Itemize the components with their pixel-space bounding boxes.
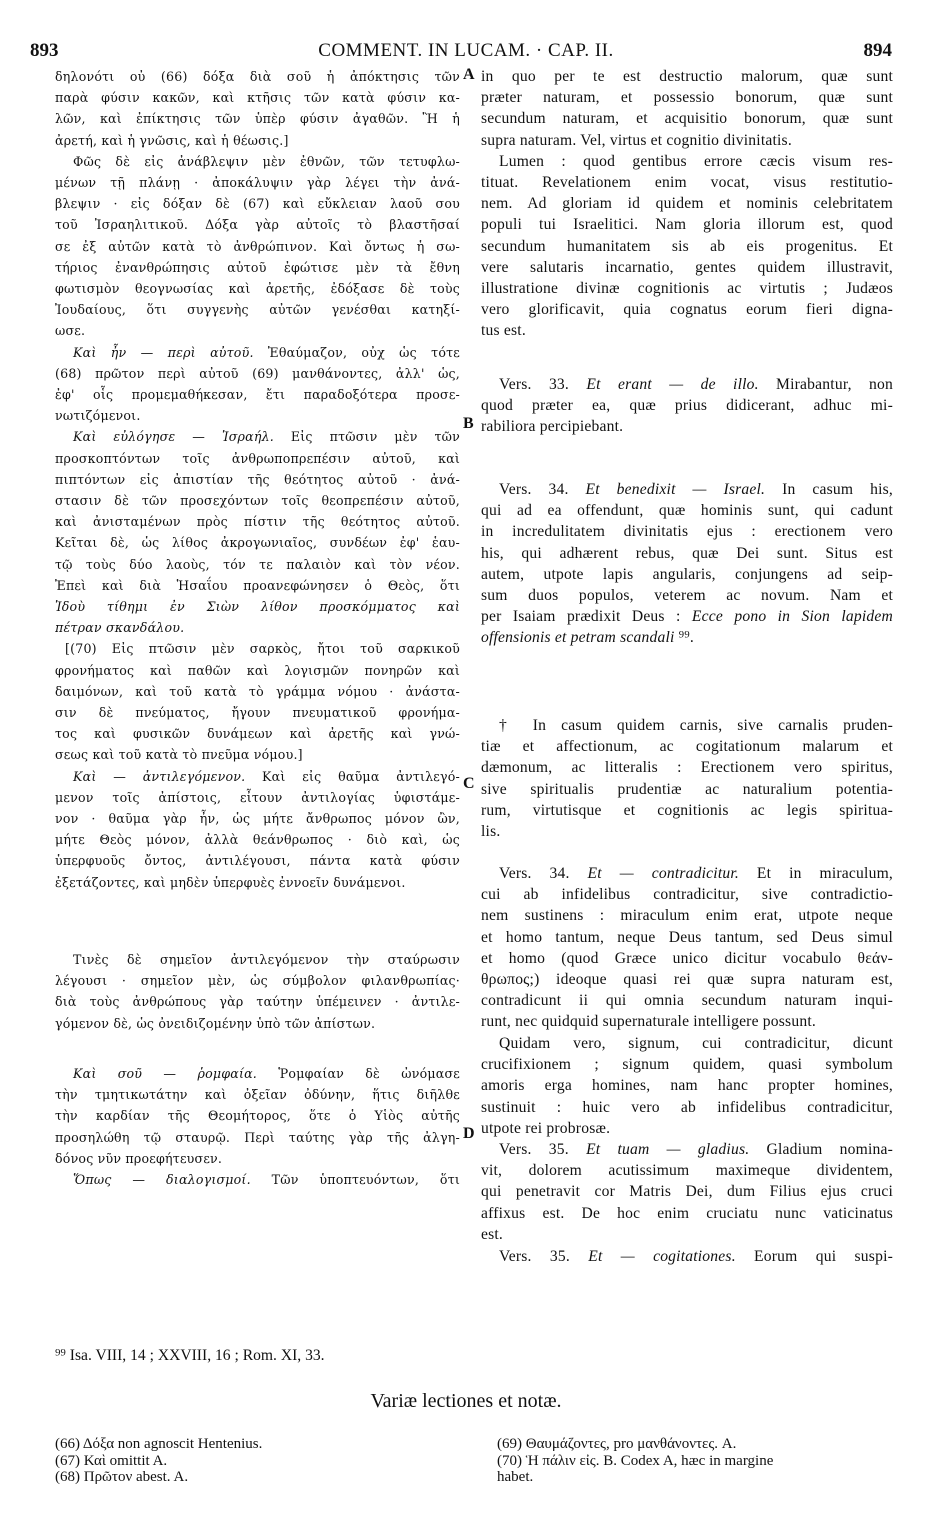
note-line: (69) Θαυμάζοντες, pro μανθάνοντες. A. <box>497 1436 737 1452</box>
verse-ref: Vers. 34. <box>499 481 569 498</box>
text-line: illustratione divinæ cognitionis ac virtutis ; Judæos <box>481 279 893 297</box>
text-line: rum, virtutisque et cognitionis ac legis spiritua- <box>481 801 893 819</box>
greek-paragraph-6 <box>55 766 460 893</box>
text-line: τὴν καρδίαν τῆς Θεομήτορος, ὅτε ὁ Υἱὸς αὐτῆς <box>55 1108 460 1124</box>
text-line: et homo tantum, neque Deus tantum, sed Deus simul <box>481 928 893 946</box>
text-line: δαιμόνων, καὶ τοῦ κατὰ τὸ γράμμα νόμου · ἀνάστα- <box>55 683 460 699</box>
text-line: præter naturam, et possessio bonorum, quæ sunt <box>481 89 893 107</box>
text-line: στασιν δὲ τῶν προσεχόντων τοῖς θεοπρεπέσιν αὐτοῦ, <box>55 492 460 508</box>
text-line: [(70) Εἰς πτῶσιν μὲν σαρκὸς, ἤτοι τοῦ σαρκικοῦ <box>65 641 460 657</box>
text-line: Ἐπεὶ καὶ διὰ Ἡσαΐου προανεφώνησεν ὁ Θεὸς, ὅτι <box>55 577 460 593</box>
note-line: (70) Ἡ πάλιν εἰς. B. Codex A, hæc in margine <box>497 1452 774 1469</box>
lemma: Et — contradicitur. <box>569 865 739 882</box>
text-line: quod præter ea, quæ prius didicerant, adhuc mi- <box>481 397 893 415</box>
note-line: (68) Πρῶτον abest. A. <box>55 1469 189 1485</box>
verse-ref: Vers. 33. <box>499 376 570 393</box>
text-line: νον · θαῦμα γὰρ ἦν, ὡς μήτε ἄνθρωπος μόνον ὢν, <box>55 810 460 826</box>
text-line: dæmonum, ac litteralis : Erectionem vero spiritus, <box>481 759 893 777</box>
lemma: Καὶ σοῦ — ῥομφαία. <box>73 1066 258 1081</box>
footnote-ref: ⁹⁹. <box>674 629 695 647</box>
text-line: λῶν, καὶ ἐπίκτησις τῶν ὑπὲρ φύσιν ἀγαθῶν. Ἢ ἡ <box>55 111 460 127</box>
text-line: utpote rei probrosæ. <box>481 1119 611 1137</box>
text-segment: Ἐθαύμαζον, οὐχ ὡς τότε <box>253 344 460 360</box>
text-line: ἀρετή, καὶ ἡ γνῶσις, καὶ ἡ θέωσις.] <box>55 132 289 148</box>
greek-paragraph-2 <box>55 151 460 342</box>
text-line: runt, nec quidquid supernaturale intelligere possunt. <box>481 1013 816 1031</box>
text-line: μένων τῇ πλάνῃ · ἀποκάλυψιν γὰρ λέγει τὴν ἀνά- <box>55 174 460 190</box>
section-marker-d: D <box>463 1125 475 1142</box>
text-line: secundum naturam, et acquisitio bonorum, quæ sunt <box>481 110 893 128</box>
greek-paragraph-4 <box>55 426 460 638</box>
latin-paragraph-4 <box>481 479 893 649</box>
text-line: πιπτόντων εἰς ἀπιστίαν τῆς θεότητος αὐτοῦ · ἀνά- <box>55 471 460 487</box>
scripture-quote: πέτραν σκανδάλου. <box>55 620 185 636</box>
text-line: διὰ τοὺς ἀνθρώπους γὰρ ταύτην ὑπέμεινεν · ἀντιλε- <box>55 994 460 1010</box>
latin-paragraph-9 <box>481 1246 893 1267</box>
page-number-left: 893 <box>30 40 59 61</box>
latin-paragraph-1 <box>481 66 893 151</box>
footnote: ⁹⁹ Isa. VIII, 14 ; XXVIII, 16 ; Rom. XI, 33. <box>55 1347 325 1364</box>
text-line: γόμενον δὲ, ὡς ὀνειδιζομένην ὑπὸ τῶν ἀπίστων. <box>55 1015 376 1031</box>
lemma: Et benedixit — Israel. <box>568 481 766 498</box>
text-line: his, qui adhærent rebus, quæ Dei sunt. Situs est <box>481 544 893 562</box>
text-segment: Mirabantur, non <box>758 376 893 393</box>
lemma: Ὅπως — διαλογισμοί. <box>73 1172 251 1187</box>
text-line: autem, utpote lapis angularis, conjungens ad seip- <box>481 565 893 583</box>
text-line: Lumen : quod gentibus errore cæcis visum res- <box>499 152 893 170</box>
text-line: secundum humanitatem sis ab eis progenitus. Et <box>481 237 893 255</box>
text-line: ωσε. <box>55 323 86 339</box>
greek-paragraph-1 <box>55 66 460 151</box>
text-line: τος καὶ φυσικῶν δυνάμεων καὶ ἀρετῆς καὶ γνώ- <box>55 726 460 742</box>
text-line: παρὰ φύσιν κακῶν, καὶ κτῆσις τῶν κατὰ φύσιν κα- <box>55 90 460 106</box>
scripture-quote: offensionis et petram scandali <box>481 629 675 647</box>
latin-paragraph-7 <box>481 1033 893 1139</box>
text-line: nem sustinens : miraculum enim erat, utpote neque <box>481 907 893 925</box>
text-line: τῷ τοὺς δύο λαοὺς, τόν τε παλαιὸν καὶ τὸν νέον. <box>55 556 460 572</box>
text-line: qui penetravit cor Matris Dei, dum Filius ejus cruci <box>481 1183 893 1201</box>
verse-ref: Vers. 35. <box>499 1141 569 1158</box>
text-line: tiæ et affectionum, ac cogitationum malarum et <box>481 738 893 756</box>
text-line: nem. Ad gloriam id quidem et nominis celebritatem <box>481 195 893 213</box>
text-line: in quo per te est destructio malorum, quæ sunt <box>481 68 893 85</box>
text-line: lis. <box>481 822 501 840</box>
text-segment: Εἰς πτῶσιν μὲν τῶν <box>273 429 460 445</box>
verse-ref: Vers. 35. <box>499 1248 570 1265</box>
text-line: contradicunt ii qui omnia secundum naturam inqui- <box>481 992 893 1010</box>
text-line: vero glorificavit, quia cognatus eorum fieri digna- <box>481 301 893 319</box>
section-marker-b: B <box>463 415 474 432</box>
text-segment: Ῥομφαίαν δὲ ὠνόμασε <box>257 1066 460 1081</box>
text-line: φρονήματος καὶ παθῶν καὶ λογισμῶν πονηρῶν καὶ <box>55 662 460 678</box>
text-line: crucifixionem ; signum quidem, quasi symbolum <box>481 1056 893 1074</box>
verse-ref: Vers. 34. <box>499 865 570 882</box>
text-line: qui ad ea offendunt, quæ hominis sunt, qui cadunt <box>481 502 893 520</box>
text-line: νωτιζόμενοι. <box>55 408 141 424</box>
latin-paragraph-3 <box>481 374 893 438</box>
text-line: δόνος νῦν προεφήτευσεν. <box>55 1150 223 1166</box>
text-segment: In casum his, <box>765 481 893 498</box>
lemma: Et tuam — gladius. <box>568 1141 750 1158</box>
lemma: Et — cogitationes. <box>569 1248 736 1265</box>
page-header <box>0 40 932 64</box>
text-line: vit, dolorem acutissimum maximeque dividentem, <box>481 1162 893 1180</box>
notes-heading: Variæ lectiones et notæ. <box>370 1390 562 1412</box>
text-line: supra naturam. Vel, virtus et cognitio divinitatis. <box>481 131 792 149</box>
text-line: καὶ ἀνισταμένων πρὸς πίστιν τῆς θεότητος αὐτοῦ. <box>55 514 460 530</box>
text-line: τήριος ἐνανθρώπησις αὐτοῦ ἐφώτισε μὲν τὰ ἔθνη <box>55 259 460 275</box>
text-line: θρωπος;) ideoque quasi rei quæ supra naturam est, <box>481 970 893 988</box>
greek-paragraph-7 <box>55 949 460 1034</box>
page-number-right: 894 <box>863 40 892 61</box>
text-line: μενον τοῖς ἀπίστοις, εἶτουν ἀντιλογίας ὑφιστάμε- <box>55 789 460 805</box>
text-line: ἐφ' οἷς προμεμαθήκεσαν, ἔτι παραδοξότερα προσε- <box>55 386 460 402</box>
lemma: Καὶ ἦν — περὶ αὐτοῦ. <box>73 344 254 360</box>
latin-paragraph-5 <box>481 715 893 842</box>
text-line: φωτισμὸν θεογνωσίας καὶ ἀρετῆς, ἐδόξασε δὲ τοὺς <box>55 280 460 296</box>
text-line: Κεῖται δὲ, ὡς λίθος ἀκρογωνιαῖος, συνδέων ἐφ' ἑαυ- <box>55 535 460 551</box>
text-segment: Τῶν ὑποπτευόντων, ὅτι <box>250 1172 460 1187</box>
text-line: τὴν τμητικωτάτην καὶ ὀξεῖαν ὀδύνην, ἥτις διῆλθε <box>55 1087 460 1103</box>
text-line: (68) πρῶτον περὶ αὐτοῦ (69) μανθάνοντες, ἀλλ' ὡς, <box>55 365 460 381</box>
greek-paragraph-3 <box>55 342 460 427</box>
text-line: tituat. Revelationem enim vocat, visus restitutio- <box>481 173 893 191</box>
text-line: σιν δὲ πνεύματος, ἤγουν πνευματικοῦ φρονήμα- <box>55 704 460 720</box>
text-line: vere salutaris incarnatio, gentes quidem illustravit, <box>481 258 893 276</box>
lemma: Et erant — de illo. <box>569 376 759 393</box>
greek-paragraph-9 <box>55 1169 460 1190</box>
text-line: Φῶς δὲ εἰς ἀνάβλεψιν μὲν ἐθνῶν, τῶν τετυφλω- <box>73 153 460 169</box>
greek-paragraph-5 <box>55 638 460 765</box>
text-line: amoris erga homines, nam hanc propter homines, <box>481 1077 893 1095</box>
text-line: in incredulitatem divinitatis ejus : erectionem vero <box>481 523 893 541</box>
note-line: habet. <box>497 1469 534 1485</box>
text-line: Τινὲς δὲ σημεῖον ἀντιλεγόμενον τὴν σταύρωσιν <box>73 952 460 967</box>
text-line: ὑπερφυοῦς ὄντος, ἀντιλέγουσι, πάντα κατὰ φύσιν <box>55 853 460 869</box>
latin-paragraph-6 <box>481 863 893 1033</box>
running-title: COMMENT. IN LUCAM. · CAP. II. <box>318 40 614 61</box>
text-line: sive spiritualis prudentiæ ac naturalium potentia- <box>481 780 893 798</box>
text-line: tus est. <box>481 322 526 340</box>
text-segment: Gladium nomina- <box>749 1141 893 1158</box>
latin-paragraph-8 <box>481 1139 893 1245</box>
text-line: βλεψιν · εἰς δόξαν δὲ (67) καὶ εὔκλειαν λαοῦ σου <box>55 196 460 212</box>
lemma: Καὶ — ἀντιλεγόμενον. <box>73 768 246 784</box>
text-line: σεως καὶ τοῦ κατὰ τὸ πνεῦμα νόμου.] <box>55 747 303 763</box>
text-line: sustinuit : huic vero ab infidelibus contradicitur, <box>481 1098 893 1116</box>
text-line: δηλονότι οὐ (66) δόξα διὰ σοῦ ἡ ἀπόκτησις τῶν <box>55 69 460 84</box>
text-line: Quidam vero, signum, cui contradicitur, dicunt <box>499 1035 893 1052</box>
text-line: est. <box>481 1225 504 1243</box>
notes-right-column <box>497 1436 897 1486</box>
section-marker-c: C <box>463 775 475 792</box>
note-line: (67) Καὶ omittit A. <box>55 1452 168 1469</box>
note-line: (66) Δόξα non agnoscit Hentenius. <box>55 1436 263 1452</box>
text-segment: per Isaiam prædixit Deus : <box>481 608 681 626</box>
text-segment: Καὶ εἰς θαῦμα ἀντιλεγό- <box>245 768 460 784</box>
text-line: cui ab infidelibus contradicitur, sive contradictio- <box>481 886 893 904</box>
scripture-quote: Ἰδοὺ τίθημι ἐν Σιὼν λίθον προσκόμματος καὶ <box>55 598 460 614</box>
text-line: προσκοπτόντων τοῖς ἀνθρωποπρεπέσιν αὐτοῦ, καὶ <box>55 450 460 466</box>
notes-left-column <box>55 1436 455 1486</box>
text-line: † In casum quidem carnis, sive carnalis pruden- <box>499 717 893 734</box>
greek-paragraph-8 <box>55 1063 460 1169</box>
text-segment: Eorum qui suspi- <box>735 1248 893 1265</box>
text-line: τοῦ Ἰσραηλιτικοῦ. Δόξα γὰρ αὐτοῖς τὸ βλαστῆσαί <box>55 217 460 233</box>
text-line: σε ἐξ αὐτῶν κατὰ τὸ ἀνθρώπινον. Καὶ ὄντως ἡ σω- <box>55 238 460 254</box>
text-line: λέγουσι · σημεῖον μὲν, ὡς σύμβολον φιλανθρωπίας· <box>55 973 460 989</box>
text-line: et homo (quod Græce unico dicitur vocabulo θεάν- <box>481 949 893 967</box>
text-line: ἐξετάζοντες, καὶ μηδὲν ὑπερφυὲς ἐννοεῖν δυνάμενοι. <box>55 874 406 890</box>
text-line: sum duos populos, veterem ac novum. Nam et <box>481 586 893 604</box>
text-line: μήτε Θεὸς μόνον, ἀλλὰ θεάνθρωπος · διὸ καὶ, ὡς <box>55 832 460 848</box>
text-line: rabiliora percipiebant. <box>481 418 624 436</box>
text-line: Ἰουδαίους, ὅτι συγγενὴς αὐτῶν γενέσθαι κατηξί- <box>55 302 460 318</box>
latin-paragraph-2 <box>481 151 893 342</box>
scripture-quote: Ecce pono in Sion lapidem <box>680 608 893 626</box>
text-line: affixus est. De hoc enim cruciatu nunc vaticinatus <box>481 1204 893 1222</box>
text-line: προσηλώθη τῷ σταυρῷ. Περὶ ταύτης γὰρ τῆς ἀλγη- <box>55 1129 460 1145</box>
text-line: populi tui Israelitici. Nam gloria illorum est, quod <box>481 216 893 234</box>
lemma: Καὶ εὐλόγησε — Ἰσραήλ. <box>73 429 274 445</box>
section-marker-a: A <box>463 66 475 83</box>
text-segment: Et in miraculum, <box>739 865 893 882</box>
